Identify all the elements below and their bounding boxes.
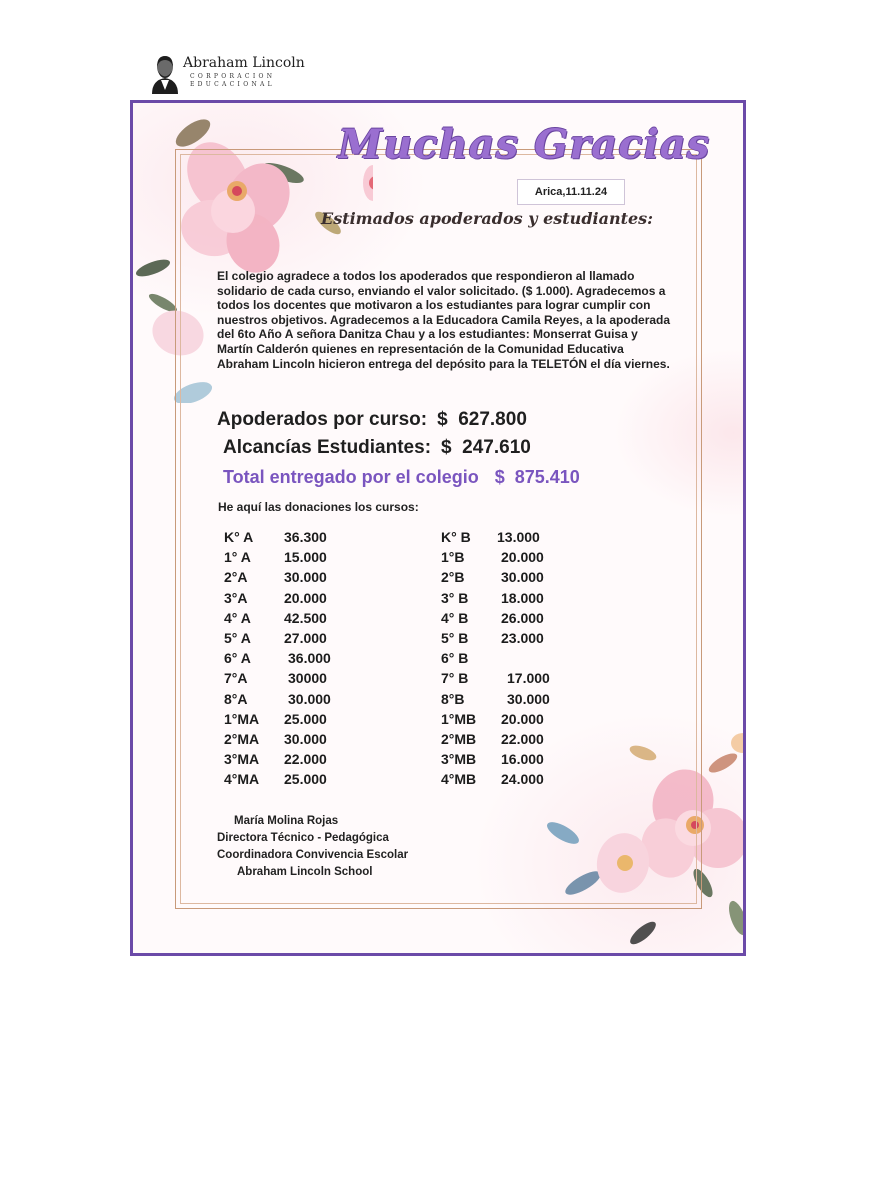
summary-alcancias: [223, 437, 531, 459]
donation-amount: 24.000: [501, 771, 544, 788]
signature-name: María Molina Rojas: [234, 815, 339, 827]
greeting: Estimados apoderados y estudiantes:: [321, 209, 654, 228]
donation-amount: 16.000: [501, 751, 544, 768]
donation-row: [441, 590, 621, 610]
summary-apoderados: [217, 409, 527, 431]
donation-amount: 36.000: [288, 650, 331, 667]
donation-row: [441, 751, 621, 771]
donation-course: 4° A: [224, 609, 251, 626]
donation-row: [441, 670, 621, 690]
donation-amount: 18.000: [501, 589, 544, 606]
summary-total: [223, 467, 580, 488]
donation-course: 5° B: [441, 629, 469, 646]
donation-amount: 20.000: [284, 589, 327, 606]
summary-value: $ 247.610: [441, 437, 531, 458]
summary-value: $ 627.800: [437, 409, 527, 430]
donation-course: 3°MB: [441, 751, 477, 768]
donation-amount: 27.000: [284, 629, 327, 646]
donation-course: 1° A: [224, 549, 251, 566]
donation-amount: 13.000: [497, 529, 540, 545]
donation-row: [224, 529, 404, 549]
school-logo: [146, 50, 316, 96]
donation-row: [441, 549, 621, 569]
donation-row: [441, 630, 621, 650]
donation-amount: 20.000: [501, 710, 544, 727]
card-title: Muchas Gracias: [338, 121, 711, 168]
donation-row: [224, 691, 404, 711]
donation-amount: 15.000: [284, 549, 327, 566]
donation-row: [441, 731, 621, 751]
signature-role: Coordinadora Convivencia Escolar: [217, 849, 409, 861]
donation-course: 4°MA: [224, 771, 260, 788]
donation-row: [224, 650, 404, 670]
donation-amount: 30.000: [507, 690, 550, 707]
donations-list-left: [224, 529, 404, 791]
donation-course: 4° B: [441, 609, 469, 626]
donation-course: 1°B: [441, 549, 465, 566]
donation-row: [224, 670, 404, 690]
signature-title: Directora Técnico - Pedagógica: [217, 832, 389, 844]
donation-amount: 30.000: [288, 690, 331, 707]
donation-course: 1°MB: [441, 710, 477, 727]
donation-row: [224, 610, 404, 630]
donation-amount: 42.500: [284, 609, 327, 626]
portrait-icon: [146, 50, 184, 94]
donation-amount: 30.000: [284, 569, 327, 586]
donation-row: [224, 569, 404, 589]
summary-label: Apoderados por curso:: [217, 409, 428, 430]
donation-course: 7°A: [224, 670, 248, 687]
donation-amount: 36.300: [284, 529, 327, 545]
donation-course: 6° A: [224, 650, 251, 667]
donation-course: 2°B: [441, 569, 465, 586]
summary-label: Alcancías Estudiantes:: [223, 437, 432, 458]
signature-block: [217, 813, 408, 881]
donation-row: [224, 630, 404, 650]
summary-label: Total entregado por el colegio: [223, 467, 479, 487]
donation-row: [441, 691, 621, 711]
donation-row: [224, 549, 404, 569]
donation-course: 2°MB: [441, 730, 477, 747]
donation-course: 5° A: [224, 629, 251, 646]
donation-course: 1°MA: [224, 710, 260, 727]
body-paragraph: El colegio agradece a todos los apoderados que respondieron al llamado solidario de cada curso, enviando el valor solicitado. ($ 1.000). Agradecemos a todos los docentes que motivaron a los estudiantes para lograr cumplir con nuestros objetivos. Agradecemos a la Educadora Camila Reyes, a la apoderada del 6to Año A señora Danitza Chau y a los estudiantes: Monserrat Guisa y Martín Calderón quienes en representación de la Comunidad Educativa Abraham Lincoln hicieron entrega del depósito para la TELETÓN el día viernes.: [217, 269, 671, 371]
donation-amount: 23.000: [501, 629, 544, 646]
donation-amount: 25.000: [284, 771, 327, 788]
donation-course: 2°A: [224, 569, 248, 586]
donation-course: K° A: [224, 529, 254, 545]
donation-amount: 22.000: [501, 730, 544, 747]
donation-amount: 17.000: [507, 670, 550, 687]
date-box: Arica,11.11.24: [517, 179, 625, 205]
donation-row: [441, 711, 621, 731]
donation-course: 4°MB: [441, 771, 477, 788]
donation-row: [441, 610, 621, 630]
donation-amount: 30000: [288, 670, 327, 687]
donation-amount: 26.000: [501, 609, 544, 626]
donation-course: K° B: [441, 529, 471, 545]
thank-you-card: [130, 100, 746, 956]
donation-row: [224, 711, 404, 731]
donation-row: [441, 529, 621, 549]
donation-course: 3°A: [224, 589, 248, 606]
donation-row: [441, 569, 621, 589]
donation-course: 2°MA: [224, 730, 260, 747]
donation-row: [441, 650, 621, 670]
donations-intro: He aquí las donaciones los cursos:: [218, 500, 419, 514]
logo-name: Abraham Lincoln: [183, 55, 305, 71]
donation-amount: 25.000: [284, 710, 327, 727]
donation-row: [441, 771, 621, 791]
donation-course: 7° B: [441, 670, 469, 687]
donation-amount: 30.000: [284, 730, 327, 747]
donation-course: 3°MA: [224, 751, 260, 768]
donations-list-right: [441, 529, 621, 791]
donation-row: [224, 751, 404, 771]
donation-course: 8°B: [441, 690, 465, 707]
donation-amount: 22.000: [284, 751, 327, 768]
donation-row: [224, 771, 404, 791]
donation-course: 3° B: [441, 589, 469, 606]
donation-amount: 20.000: [501, 549, 544, 566]
donation-course: 8°A: [224, 690, 248, 707]
logo-subtitle-1: CORPORACION: [190, 73, 276, 80]
donation-row: [224, 590, 404, 610]
summary-value: $ 875.410: [494, 467, 580, 487]
donation-course: 6° B: [441, 650, 469, 667]
donation-row: [224, 731, 404, 751]
logo-subtitle-2: EDUCACIONAL: [190, 81, 275, 88]
signature-school: Abraham Lincoln School: [237, 866, 373, 878]
donation-amount: 30.000: [501, 569, 544, 586]
